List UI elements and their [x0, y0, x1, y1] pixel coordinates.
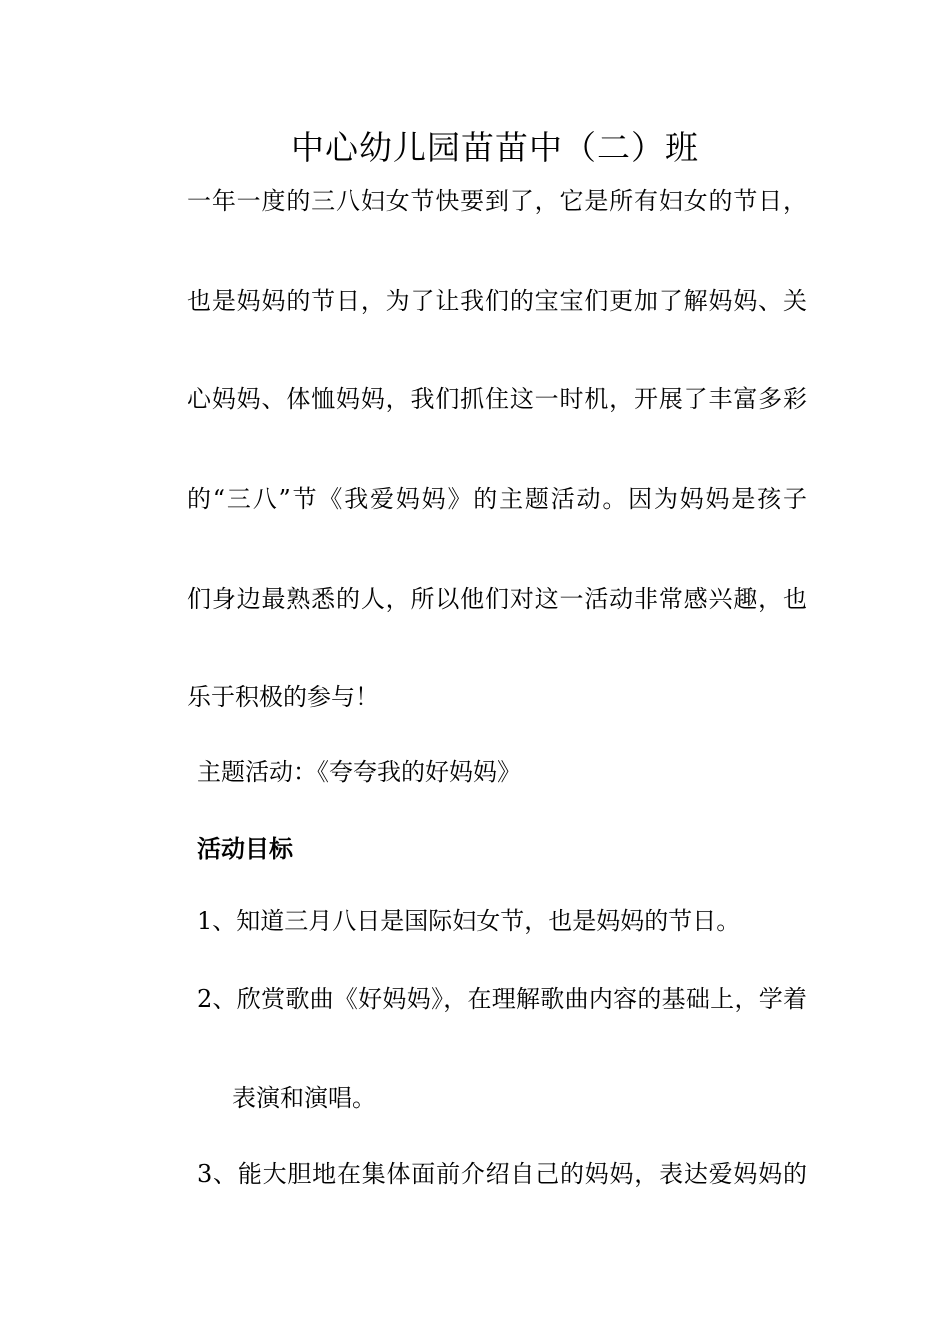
goal-item-3: 3、能大胆地在集体面前介绍自己的妈妈，表达爱妈妈的: [197, 1160, 807, 1188]
goal-item-2-continued: 表演和演唱。: [232, 1084, 376, 1112]
theme-activity: 主题活动：《夸夸我的好妈妈》: [197, 758, 521, 786]
intro-line-5: 们身边最熟悉的人，所以他们对这一活动非常感兴趣，也: [187, 585, 807, 613]
goal-item-1: 1、知道三月八日是国际妇女节，也是妈妈的节日。: [197, 907, 741, 935]
intro-line-6: 乐于积极的参与！: [187, 683, 379, 711]
intro-line-2: 也是妈妈的节日，为了让我们的宝宝们更加了解妈妈、关: [187, 287, 807, 315]
intro-line-3: 心妈妈、体恤妈妈，我们抓住这一时机，开展了丰富多彩: [187, 385, 807, 413]
intro-line-4: 的“三八”节《我爱妈妈》的主题活动。因为妈妈是孩子: [187, 485, 807, 513]
goal-item-2: 2、欣赏歌曲《好妈妈》，在理解歌曲内容的基础上，学着: [197, 985, 807, 1013]
document-title: 中心幼儿园苗苗中（二）班: [291, 128, 699, 167]
intro-line-1: 一年一度的三八妇女节快要到了，它是所有妇女的节日，: [187, 187, 807, 215]
goals-heading: 活动目标: [197, 834, 293, 863]
